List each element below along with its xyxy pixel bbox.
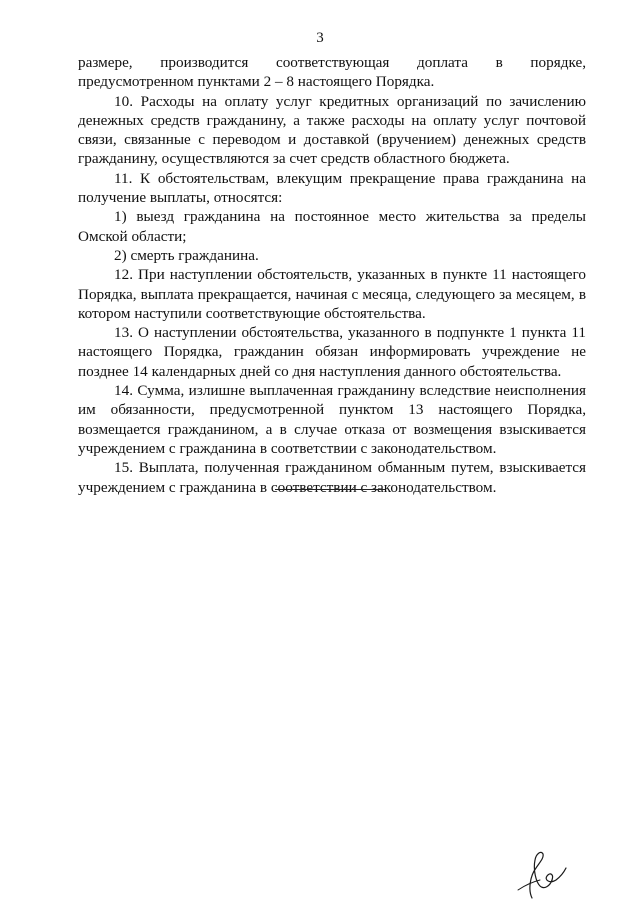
document-body [78,53,586,497]
signature-mark [510,846,570,901]
paragraph-12: 12. При наступлении обстоятельств, указанных в пункте 11 настоящего Порядка, выплата прекращается, начиная с месяца, следующего за месяцем, в котором наступили соответствующие обстоятельства. [78,266,586,322]
paragraph-11-item-2: 2) смерть гражданина. [114,246,259,264]
paragraph-14: 14. Сумма, излишне выплаченная гражданину вследствие неисполнения им обязанности, предусмотренной пунктом 13 настоящего Порядка, возмещается гражданином, а в случае отказа от возмещения взыскивается учреждением с гражданина в соответствии с законодательством. [78,382,586,457]
paragraph-11: 11. К обстоятельствам, влекущим прекращение права гражданина на получение выплаты, относятся: [78,169,586,207]
paragraph-10: 10. Расходы на оплату услуг кредитных организаций по зачислению денежных средств гражданину, а также расходы на оплату услуг почтовой связи, связанные с переводом и доставкой (вручением) денежных средств гражданину, осуществляются за счет средств областного бюджета. [78,92,586,168]
paragraph-11-item-1: 1) выезд гражданина на постоянное место жительства за пределы Омской области; [78,208,586,245]
page-number: 3 [316,30,324,46]
end-divider-line [275,489,385,490]
paragraph-13: 13. О наступлении обстоятельства, указанного в подпункте 1 пункта 11 настоящего Порядка, гражданин обязан информировать учреждение не позднее 14 календарных дней со дня наступления данного обстоятельства. [78,324,586,380]
paragraph-15: 15. Выплата, полученная гражданином обманным путем, взыскивается учреждением с гражданина в соответствии с законодательством. [78,459,586,496]
paragraph-continuation: размере, производится соответствующая доплата в порядке, предусмотренном пунктами 2 – 8 настоящего Порядка. [78,54,586,91]
